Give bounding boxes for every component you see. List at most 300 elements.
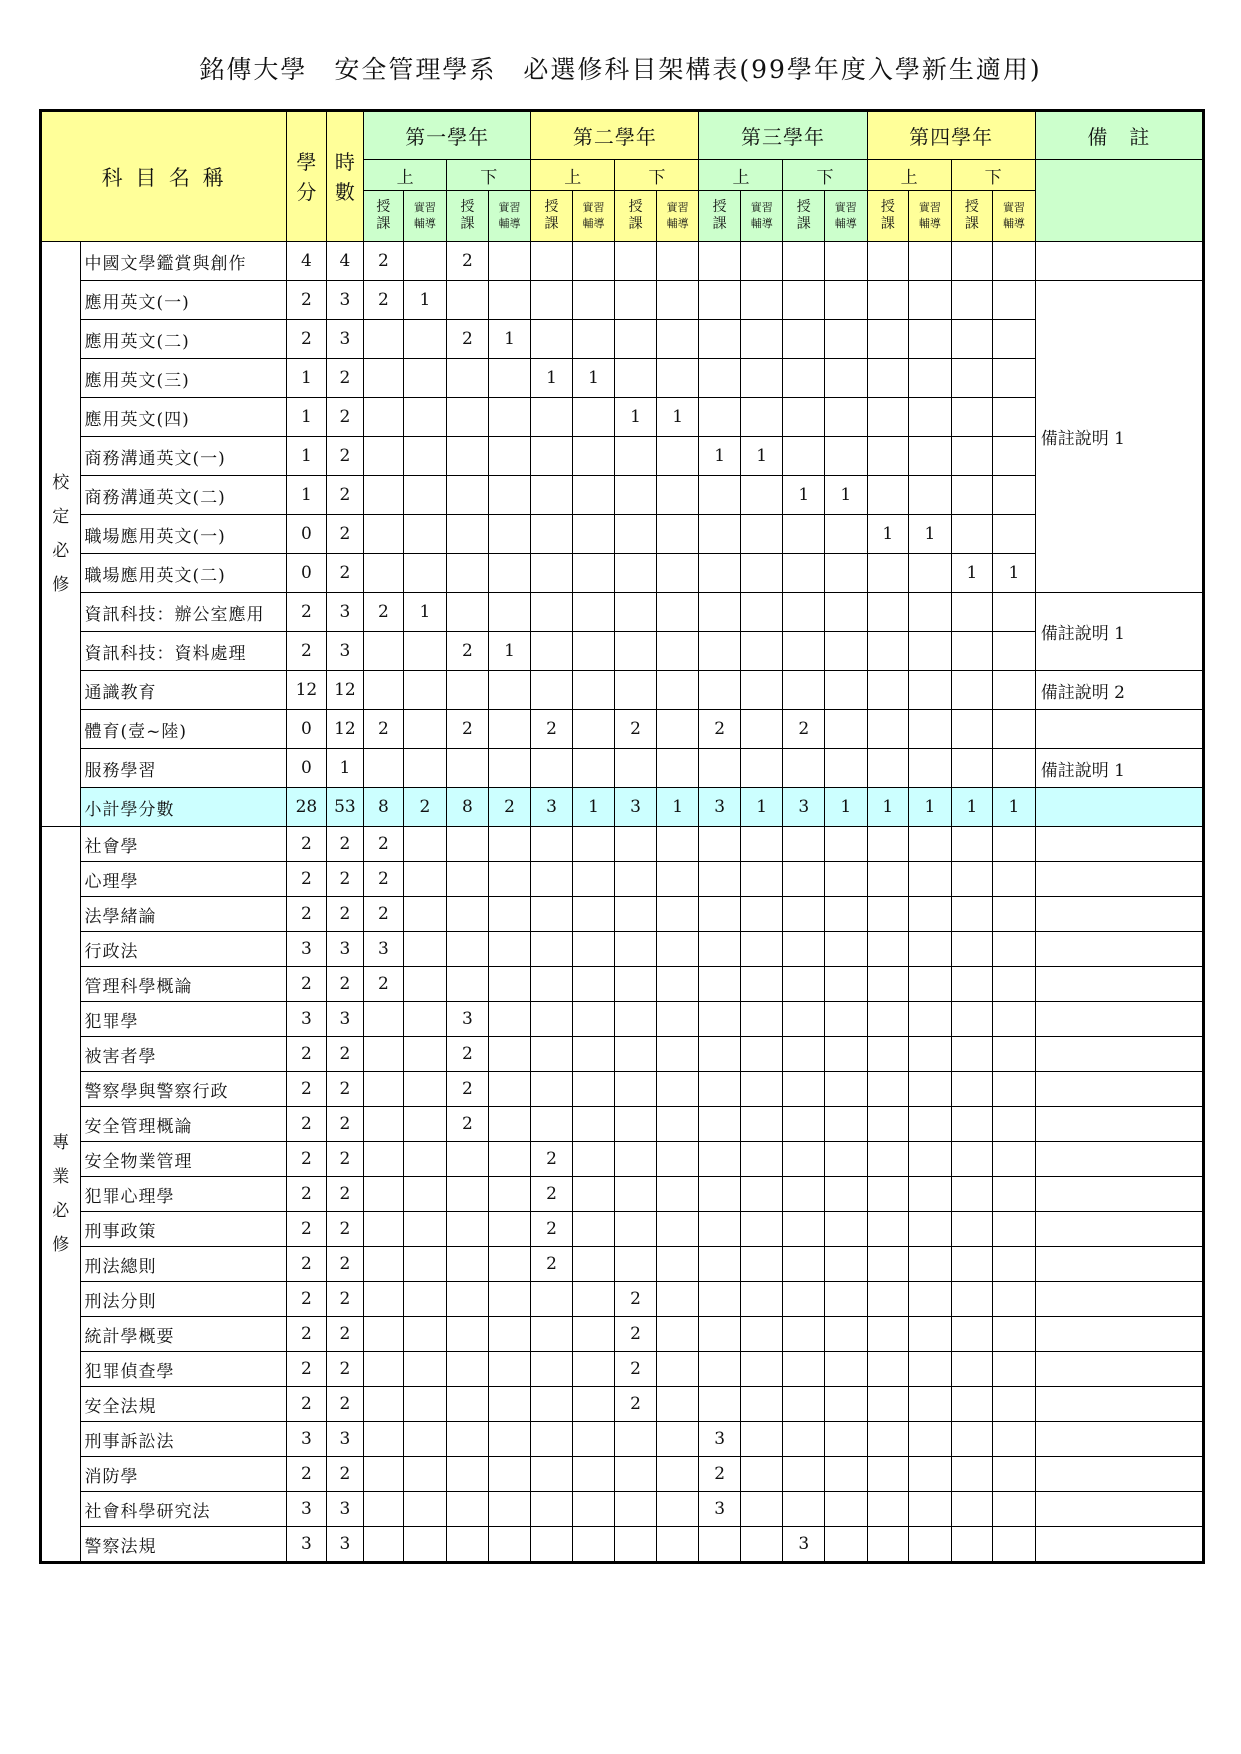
remark-cell — [1035, 1107, 1203, 1142]
semester-cell: 1 — [488, 632, 531, 671]
semester-cell — [656, 632, 699, 671]
semester-cell: 1 — [403, 593, 447, 632]
semester-cell — [740, 749, 783, 788]
semester-cell — [783, 1492, 825, 1527]
table-row — [41, 897, 1204, 932]
semester-cell — [572, 1317, 615, 1352]
remark-cell — [1035, 1247, 1203, 1282]
semester-cell — [531, 242, 573, 281]
semester-cell: 3 — [783, 788, 825, 827]
semester-cell — [364, 632, 404, 671]
header-practice: 實習 輔導 — [909, 191, 952, 242]
semester-cell — [403, 398, 447, 437]
semester-cell: 1 — [656, 788, 699, 827]
semester-cell — [825, 320, 868, 359]
semester-cell — [531, 593, 573, 632]
semester-cell — [951, 515, 993, 554]
semester-cell — [656, 515, 699, 554]
semester-cell — [867, 1387, 909, 1422]
semester-cell — [867, 476, 909, 515]
semester-cell — [783, 398, 825, 437]
remark-cell — [1035, 1387, 1203, 1422]
semester-cell — [993, 398, 1036, 437]
semester-cell — [825, 932, 868, 967]
semester-cell — [364, 437, 404, 476]
semester-cell — [615, 593, 657, 632]
semester-cell — [531, 1107, 573, 1142]
semester-cell — [615, 1107, 657, 1142]
semester-cell: 1 — [909, 788, 952, 827]
table-row — [41, 710, 1204, 749]
table-row — [41, 476, 1204, 515]
semester-cell — [867, 897, 909, 932]
semester-cell — [825, 632, 868, 671]
semester-cell — [699, 554, 741, 593]
semester-cell — [699, 1037, 741, 1072]
semester-cell — [615, 1142, 657, 1177]
semester-cell — [909, 359, 952, 398]
semester-cell — [951, 1177, 993, 1212]
semester-cell — [909, 632, 952, 671]
semester-cell — [740, 1107, 783, 1142]
semester-cell: 1 — [699, 437, 741, 476]
semester-cell — [909, 1527, 952, 1563]
course-name: 社會科學研究法 — [80, 1492, 287, 1527]
semester-cell: 1 — [572, 359, 615, 398]
semester-cell — [867, 1142, 909, 1177]
table-row — [41, 1457, 1204, 1492]
semester-cell — [364, 1317, 404, 1352]
semester-cell — [740, 554, 783, 593]
semester-cell — [867, 1107, 909, 1142]
semester-cell — [783, 359, 825, 398]
semester-cell — [488, 437, 531, 476]
header-remarks-blank — [1035, 160, 1203, 242]
semester-cell — [699, 1387, 741, 1422]
semester-cell — [488, 862, 531, 897]
semester-cell: 2 — [615, 1352, 657, 1387]
semester-cell — [447, 1212, 489, 1247]
semester-cell — [572, 1107, 615, 1142]
semester-cell — [783, 515, 825, 554]
header-credits: 學分 — [287, 111, 327, 242]
semester-cell — [699, 1317, 741, 1352]
course-credits: 2 — [287, 1107, 327, 1142]
semester-cell — [447, 1247, 489, 1282]
semester-cell — [783, 967, 825, 1002]
semester-cell — [740, 1247, 783, 1282]
semester-cell — [447, 967, 489, 1002]
course-hours: 2 — [326, 967, 363, 1002]
semester-cell — [447, 554, 489, 593]
semester-cell — [783, 1142, 825, 1177]
semester-cell — [699, 967, 741, 1002]
semester-cell — [364, 1107, 404, 1142]
semester-cell — [403, 632, 447, 671]
semester-cell — [867, 827, 909, 862]
semester-cell — [615, 862, 657, 897]
semester-cell — [572, 1422, 615, 1457]
semester-cell — [783, 242, 825, 281]
course-hours: 2 — [326, 1037, 363, 1072]
semester-cell — [488, 1037, 531, 1072]
semester-cell — [531, 1352, 573, 1387]
course-credits: 0 — [287, 710, 327, 749]
semester-cell — [783, 671, 825, 710]
semester-cell — [615, 437, 657, 476]
semester-cell — [699, 827, 741, 862]
semester-cell — [909, 1492, 952, 1527]
course-hours: 2 — [326, 1457, 363, 1492]
course-hours: 4 — [326, 242, 363, 281]
semester-cell — [740, 359, 783, 398]
semester-cell: 3 — [783, 1527, 825, 1563]
semester-cell — [572, 932, 615, 967]
semester-cell — [615, 320, 657, 359]
semester-cell — [364, 515, 404, 554]
semester-cell — [447, 1177, 489, 1212]
semester-cell — [951, 862, 993, 897]
table-row — [41, 554, 1204, 593]
semester-cell — [825, 897, 868, 932]
header-lecture: 授 課 — [364, 191, 404, 242]
semester-cell — [783, 1037, 825, 1072]
semester-cell — [572, 437, 615, 476]
course-name: 應用英文(四) — [80, 398, 287, 437]
semester-cell — [403, 1142, 447, 1177]
semester-cell — [447, 1317, 489, 1352]
semester-cell — [615, 1212, 657, 1247]
semester-cell — [740, 320, 783, 359]
semester-cell — [615, 1002, 657, 1037]
semester-cell — [572, 897, 615, 932]
semester-cell — [825, 554, 868, 593]
semester-cell: 2 — [364, 827, 404, 862]
remark-cell — [1035, 1352, 1203, 1387]
semester-cell — [867, 862, 909, 897]
semester-cell — [572, 1212, 615, 1247]
table-row — [41, 1002, 1204, 1037]
semester-cell — [783, 1107, 825, 1142]
course-name: 資訊科技：辦公室應用 — [80, 593, 287, 632]
header-course-name: 科 目 名 稱 — [41, 111, 287, 242]
semester-cell — [531, 1527, 573, 1563]
header-lecture: 授 課 — [615, 191, 657, 242]
semester-cell — [909, 1317, 952, 1352]
table-row — [41, 1212, 1204, 1247]
semester-cell — [825, 749, 868, 788]
semester-cell: 3 — [531, 788, 573, 827]
semester-cell — [615, 1247, 657, 1282]
semester-cell — [656, 1282, 699, 1317]
remark-cell — [1035, 1142, 1203, 1177]
semester-cell — [951, 827, 993, 862]
course-credits: 2 — [287, 1177, 327, 1212]
semester-cell — [993, 1037, 1036, 1072]
course-hours: 12 — [326, 671, 363, 710]
semester-cell — [656, 1317, 699, 1352]
header-lecture: 授 課 — [783, 191, 825, 242]
semester-cell — [699, 398, 741, 437]
semester-cell — [740, 932, 783, 967]
remark-cell — [1035, 788, 1203, 827]
semester-cell — [740, 967, 783, 1002]
semester-cell — [783, 437, 825, 476]
course-hours: 2 — [326, 1282, 363, 1317]
semester-cell — [993, 710, 1036, 749]
semester-cell — [488, 281, 531, 320]
semester-cell: 2 — [531, 1247, 573, 1282]
semester-cell — [993, 671, 1036, 710]
semester-cell — [699, 1177, 741, 1212]
course-name: 刑事訴訟法 — [80, 1422, 287, 1457]
course-name: 警察學與警察行政 — [80, 1072, 287, 1107]
table-row — [41, 932, 1204, 967]
remark-cell — [1035, 242, 1203, 281]
semester-cell — [909, 1352, 952, 1387]
semester-cell — [488, 242, 531, 281]
remark-cell: 備註說明 2 — [1035, 671, 1203, 710]
semester-cell — [615, 1457, 657, 1492]
semester-cell — [867, 1422, 909, 1457]
semester-cell — [867, 359, 909, 398]
semester-cell — [909, 749, 952, 788]
header-semester: 下 — [447, 160, 531, 191]
category-school-required: 校 定 必 修 — [41, 242, 81, 827]
semester-cell: 2 — [531, 1177, 573, 1212]
semester-cell — [364, 1352, 404, 1387]
semester-cell — [572, 671, 615, 710]
semester-cell — [656, 932, 699, 967]
semester-cell — [951, 632, 993, 671]
semester-cell — [364, 359, 404, 398]
course-credits: 2 — [287, 1142, 327, 1177]
semester-cell — [656, 1527, 699, 1563]
semester-cell — [403, 1492, 447, 1527]
semester-cell: 3 — [615, 788, 657, 827]
semester-cell — [951, 1492, 993, 1527]
semester-cell — [909, 1387, 952, 1422]
semester-cell — [951, 359, 993, 398]
course-name: 應用英文(一) — [80, 281, 287, 320]
course-name: 管理科學概論 — [80, 967, 287, 1002]
semester-cell — [951, 476, 993, 515]
semester-cell — [615, 515, 657, 554]
course-name: 法學緒論 — [80, 897, 287, 932]
table-row — [41, 437, 1204, 476]
semester-cell — [740, 1317, 783, 1352]
semester-cell — [909, 862, 952, 897]
semester-cell — [447, 671, 489, 710]
semester-cell: 2 — [447, 1107, 489, 1142]
semester-cell: 1 — [993, 554, 1036, 593]
semester-cell — [783, 862, 825, 897]
semester-cell — [447, 398, 489, 437]
semester-cell: 1 — [740, 437, 783, 476]
course-hours: 2 — [326, 398, 363, 437]
semester-cell — [531, 1282, 573, 1317]
semester-cell — [403, 515, 447, 554]
semester-cell — [909, 1037, 952, 1072]
course-name: 安全管理概論 — [80, 1107, 287, 1142]
header-year-3: 第三學年 — [699, 111, 867, 160]
semester-cell — [867, 710, 909, 749]
semester-cell — [699, 632, 741, 671]
semester-cell — [867, 554, 909, 593]
semester-cell — [615, 1527, 657, 1563]
semester-cell — [615, 827, 657, 862]
semester-cell — [993, 1387, 1036, 1422]
semester-cell — [403, 967, 447, 1002]
semester-cell — [531, 827, 573, 862]
semester-cell: 2 — [699, 1457, 741, 1492]
semester-cell: 2 — [364, 281, 404, 320]
semester-cell — [867, 1527, 909, 1563]
semester-cell — [488, 1282, 531, 1317]
semester-cell — [615, 1492, 657, 1527]
semester-cell — [364, 749, 404, 788]
semester-cell — [867, 242, 909, 281]
semester-cell — [488, 398, 531, 437]
course-hours: 3 — [326, 1002, 363, 1037]
semester-cell — [572, 1037, 615, 1072]
semester-cell — [403, 242, 447, 281]
semester-cell — [699, 1212, 741, 1247]
semester-cell — [615, 932, 657, 967]
semester-cell — [867, 1492, 909, 1527]
curriculum-table — [39, 109, 1205, 1564]
semester-cell — [909, 1072, 952, 1107]
semester-cell — [403, 1072, 447, 1107]
semester-cell: 8 — [364, 788, 404, 827]
course-name: 犯罪學 — [80, 1002, 287, 1037]
semester-cell — [447, 1352, 489, 1387]
semester-cell — [951, 1037, 993, 1072]
semester-cell — [993, 359, 1036, 398]
semester-cell — [699, 476, 741, 515]
semester-cell — [403, 827, 447, 862]
course-name: 通識教育 — [80, 671, 287, 710]
semester-cell — [740, 1422, 783, 1457]
semester-cell — [783, 1282, 825, 1317]
course-hours: 12 — [326, 710, 363, 749]
semester-cell — [740, 1492, 783, 1527]
course-credits: 2 — [287, 1212, 327, 1247]
semester-cell — [572, 476, 615, 515]
semester-cell — [488, 1492, 531, 1527]
semester-cell — [825, 671, 868, 710]
course-name: 服務學習 — [80, 749, 287, 788]
semester-cell — [783, 1457, 825, 1492]
semester-cell — [403, 932, 447, 967]
semester-cell — [531, 554, 573, 593]
course-hours: 2 — [326, 359, 363, 398]
course-hours: 3 — [326, 320, 363, 359]
semester-cell — [825, 242, 868, 281]
course-credits: 0 — [287, 554, 327, 593]
semester-cell — [867, 1212, 909, 1247]
semester-cell — [447, 437, 489, 476]
semester-cell: 1 — [825, 788, 868, 827]
table-row — [41, 1527, 1204, 1563]
semester-cell — [825, 1247, 868, 1282]
course-credits: 2 — [287, 827, 327, 862]
remark-cell — [1035, 1072, 1203, 1107]
header-remarks: 備 註 — [1035, 111, 1203, 160]
semester-cell — [909, 671, 952, 710]
course-hours: 2 — [326, 827, 363, 862]
semester-cell — [909, 242, 952, 281]
semester-cell — [488, 1352, 531, 1387]
course-hours: 2 — [326, 515, 363, 554]
semester-cell: 1 — [993, 788, 1036, 827]
semester-cell — [488, 749, 531, 788]
semester-cell — [447, 359, 489, 398]
semester-cell — [909, 1002, 952, 1037]
semester-cell — [740, 1177, 783, 1212]
course-credits: 4 — [287, 242, 327, 281]
semester-cell — [403, 1037, 447, 1072]
semester-cell — [740, 476, 783, 515]
semester-cell — [572, 1142, 615, 1177]
semester-cell — [825, 281, 868, 320]
semester-cell — [699, 862, 741, 897]
semester-cell — [951, 1107, 993, 1142]
semester-cell — [909, 1457, 952, 1492]
semester-cell — [364, 1037, 404, 1072]
course-name: 消防學 — [80, 1457, 287, 1492]
course-hours: 2 — [326, 1317, 363, 1352]
semester-cell — [488, 1317, 531, 1352]
course-hours: 2 — [326, 437, 363, 476]
course-hours: 2 — [326, 476, 363, 515]
semester-cell — [488, 827, 531, 862]
semester-cell — [909, 827, 952, 862]
header-hours: 時數 — [326, 111, 363, 242]
semester-cell — [531, 1317, 573, 1352]
semester-cell — [993, 1352, 1036, 1387]
semester-cell: 3 — [447, 1002, 489, 1037]
remark-cell — [1035, 1282, 1203, 1317]
header-practice: 實習 輔導 — [403, 191, 447, 242]
semester-cell — [783, 1072, 825, 1107]
semester-cell — [783, 1002, 825, 1037]
semester-cell — [531, 897, 573, 932]
semester-cell — [364, 1282, 404, 1317]
semester-cell — [993, 1422, 1036, 1457]
semester-cell — [740, 1457, 783, 1492]
semester-cell — [825, 1282, 868, 1317]
semester-cell — [447, 476, 489, 515]
semester-cell — [740, 515, 783, 554]
semester-cell — [993, 1212, 1036, 1247]
semester-cell — [403, 1212, 447, 1247]
semester-cell: 2 — [447, 1072, 489, 1107]
semester-cell — [531, 1492, 573, 1527]
semester-cell — [403, 671, 447, 710]
semester-cell — [740, 281, 783, 320]
semester-cell — [699, 1527, 741, 1563]
semester-cell — [572, 967, 615, 1002]
semester-cell — [447, 827, 489, 862]
semester-cell — [740, 862, 783, 897]
semester-cell: 3 — [364, 932, 404, 967]
semester-cell — [531, 967, 573, 1002]
semester-cell — [488, 359, 531, 398]
semester-cell — [656, 554, 699, 593]
semester-cell — [909, 1142, 952, 1177]
semester-cell — [951, 1002, 993, 1037]
